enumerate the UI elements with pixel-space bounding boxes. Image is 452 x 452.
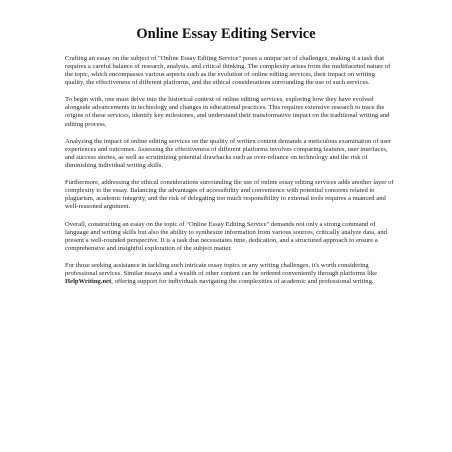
closing-text-after: , offering support for individuals navigating the complexities of academic and professional writing. — [111, 277, 374, 285]
paragraph-impact: Analyzing the impact of online editing services on the quality of written content demands a meticulous examination of user experiences and outcomes. Assessing the effectiveness of different platforms involves comparing features, user interfaces, and success stories, as well as scrutinizing potential drawbacks such as over-reliance on technology and the risk of diminishing individual writing skills. — [65, 137, 392, 169]
paragraph-ethics: Furthermore, addressing the ethical considerations surrounding the use of online essay editing services adds another layer of complexity to the essay. Balancing the advantages of accessibility and convenience with potential concerns related to plagiarism, academic integrity, and the risk of delegating too much responsibility to external tools requires a nuanced and well-reasoned argument. — [65, 179, 394, 211]
document-body — [65, 55, 395, 295]
document-title: Online Essay Editing Service — [136, 26, 316, 42]
paragraph-closing — [65, 262, 395, 286]
closing-text-before: For those seeking assistance in tackling such intricate essay topics or any writing challenges, it's worth considering professional services. Similar essays and a wealth of other content can be ordered conveniently through platforms like — [65, 261, 378, 277]
paragraph-overall: Overall, constructing an essay on the topic of "Online Essay Editing Service" demands not only a strong command of language and writing skills but also the ability to synthesize information from various sources, critically analyze data, and present a well-rounded perspective. It is a task that necessitates time, dedication, and a structured approach to ensure a comprehensive and insightful exploration of the subject matter. — [65, 220, 387, 252]
helpwriting-link[interactable]: HelpWriting.net — [65, 277, 112, 285]
paragraph-intro: Crafting an essay on the subject of "Online Essay Editing Service" poses a unique set of challenges, making it a task that requires a careful balance of research, analysis, and critical thinking. The complexity arises from the multifaceted nature of the topic, which encompasses various aspects such as the evolution of online editing services, their impact on writing quality, the effectiveness of different platforms, and the ethical considerations surrounding the use of such services. — [65, 55, 391, 87]
paragraph-history: To begin with, one must delve into the historical context of online editing services, exploring how they have evolved alongside advancements in technology and changes in educational practices. This requires extensive research to trace the origins of these services, identify key milestones, and understand their transformative impact on the traditional writing and editing process. — [65, 96, 390, 128]
